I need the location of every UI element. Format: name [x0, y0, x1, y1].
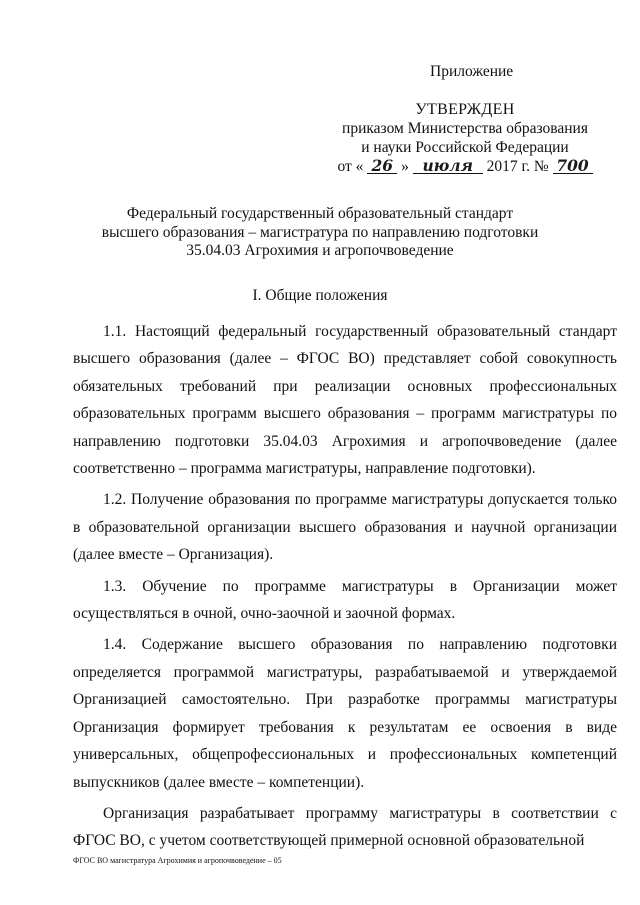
order-line-1: приказом Министерства образования — [342, 120, 588, 137]
appendix-label: Приложение — [430, 63, 514, 80]
order-date-line — [330, 157, 600, 176]
approval-block — [330, 100, 600, 176]
title-line-2: высшего образования – магистратура по направлению подготовки — [101, 223, 539, 241]
paragraph-1-1: 1.1. Настоящий федеральный государственный образовательный стандарт высшего образования (далее – ФГОС ВО) представляет собой совокупность обязательных требований при реализации основных профессиональных образовательных программ высшего образования – программ магистратуры по направлению подготовки 35.04.03 Агрохимия и агропочвоведение (далее соответственно – программа магистратуры, направление подготовки). — [73, 323, 617, 478]
paragraph-1-3: 1.3. Обучение по программе магистратуры в Организации может осуществляться в очной, очно-заочной и заочной формах. — [73, 577, 617, 623]
document-title — [60, 205, 580, 261]
order-line-2: и науки Российской Федерации — [361, 139, 569, 156]
date-month: июля — [413, 158, 483, 174]
page-footer: ФГОС ВО магистратура Агрохимия и агропочвоведение – 05 — [73, 856, 282, 865]
approved-heading: УТВЕРЖДЕН — [415, 101, 515, 118]
title-line-3: 35.04.03 Агрохимия и агропочвоведение — [186, 242, 454, 259]
document-body — [73, 318, 617, 855]
date-mid: » — [401, 158, 409, 175]
section-heading: I. Общие положения — [252, 287, 388, 304]
paragraph-1-4: 1.4. Содержание высшего образования по направлению подготовки определяется программой магистратуры, разрабатываемой и утверждаемой Организацией самостоятельно. При разработке программы магистратуры Организация формирует требования к результатам ее освоения в виде универсальных, общепрофессиональных и профессиональных компетенций выпускников (далее вместе – компетенции). — [73, 636, 617, 791]
paragraph-organization: Организация разрабатывает программу магистратуры в соответствии с ФГОС ВО, с учетом соответствующей примерной основной образовательной — [73, 804, 617, 850]
order-number: 700 — [553, 158, 593, 174]
paragraph-1-2: 1.2. Получение образования по программе магистратуры допускается только в образовательной организации высшего образования и научной организации (далее вместе – Организация). — [73, 491, 617, 564]
date-year: 2017 г. № — [486, 158, 549, 175]
date-day: 26 — [367, 158, 397, 174]
date-prefix: от « — [337, 158, 364, 175]
title-line-1: Федеральный государственный образовательный стандарт — [126, 205, 514, 222]
